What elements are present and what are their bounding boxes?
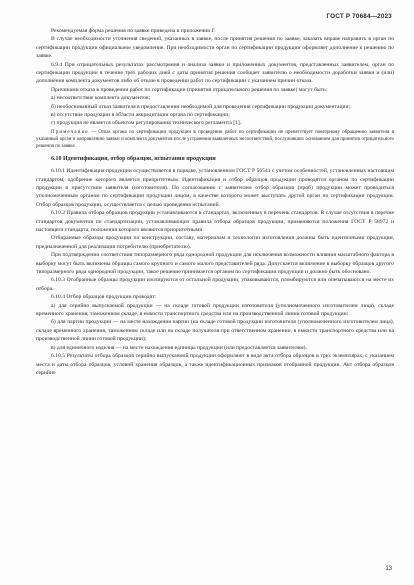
note-label: Примечание [51,129,89,135]
page-content [36,27,394,377]
paragraph: Рекомендуемая форма решения по заявке приведена в приложении Г. [51,28,216,34]
paragraph: В случае необходимости уточнения сведений, указанных в заявке, после принятия решения по заявке, заказать вправе направить в орган по сертификации продукции официальное уведомление. При необходимости орган по сертификации продукции оформляет дополнение к решению по заявке. [36,36,394,60]
paragraph: 6.9.4 При отрицательных результатах рассмотрения и анализа заявки и приложенных документов, представленных заявителем, орган по сертификации продукции в течение трех рабочих дней с даты принятия решения сообщает заявителю о необходимости доработки заявки и (или) дополнения комплекта документов либо об отказе в проведении работ по сертификации с указанием причин отказа. [36,61,394,85]
list-item: б) необоснованный отказ заявителя в предоставлении необходимой для проведения сертификации продукции документации; [51,103,351,110]
list-item: г) продукция не является объектом регулирования технического регламента [1]. [51,120,242,127]
list-item: а) несоответствие комплекта документов; [51,95,151,102]
paragraph: При подтверждении соответствия типоразмерного ряда однородной продукции для исключения возможности влияния масштабного фактора в выборку могут быть включены образцы самого крупного и самого малого представителей ряда. Допускается включение в выборку образцов другого типоразмерного ряда однородной продукции, такое решение принимается органом по сертификации продукции и должно быть обосновано. [36,252,394,276]
list-item: а) для серийно выпускаемой продукции — на складе готовой продукции изготовителя (уполномоченного изготовителем лица), складе временного хранения, таможенном складе, в емкости транспортного средства или на производственной линии готовой продукции; [36,302,394,318]
list-item: в) отсутствие продукции в области аккредитации органа по сертификации; [51,112,230,119]
list-item: б) для партии продукции — на месте нахождения партии (на складе готовой продукции изготовителя (уполномоченного изготовителем лица), складе временного хранения, таможенном складе или на складе получателя при ответственном хранении, в емкости транспортного средства или на производственной линии готовой продукции); [36,319,394,343]
paragraph: 6.10.3 Отобранные образцы продукции изолируются от остальной продукции, упаковываются, пломбируются или опечатываются на месте их отбора. [36,277,394,292]
page-number: 13 [385,566,392,572]
paragraph: 6.10.4 Отбор образцов продукции проводят: [51,294,157,301]
paragraph: 6.10.5 Результаты отбора образцов серийно выпускаемой продукции оформляют в виде акта отбора образцов в трех экземплярах, с указанием места и даты отбора образцов, условий хранения образцов, а также идентификационных признаков отобранной продукции. Акт отбора образцов серийно [36,353,394,376]
paragraph: Причинами отказа в проведении работ по сертификации (принятия отрицательного решения по заявке) могут быть: [51,86,328,93]
paragraph: 6.10.1 Идентификация продукции осуществляется в порядке, установленном ГОСТ Р 56541 с учетом особенностей, установленных настоящим стандартом, одобрение которого является приоритетным. Идентификация и отбор образцов продукции проводятся органом по сертификации продукции в присутствии заявителя (изготовителя). По согласованию с заявителем отбор образцов (проб) продукции может проводиться уполномоченным органом по сертификации продукции лицом, в качестве которого может выступать другой орган по сертификации продукции. Отбор образцов продукции, осуществляется с целью проведения испытаний. [36,168,394,208]
section-heading: 6.10 Идентификация, отбор образцов, испытания продукции [51,156,216,163]
list-item: в) для единичного изделия — на месте нахождения единицы продукции (или предоставляется заявителем). [51,344,307,351]
note [36,129,394,150]
paragraph: 6.10.2 Правила отбора образцов продукции устанавливаются в стандартах, включенных в перечень стандартов. В случае отсутствия в перечне стандартов документов по стандартизации, устанавливающих правила отбора образцов продукции, применяются положения ГОСТ Р 58972 и настоящего стандарта, положения которого являются приоритетными. [36,210,394,233]
paragraph: Отбираемые образцы продукции по конструкции, составу, материалам и технологии изготовления должны быть идентичными продукции, предназначенной для реализации потребителю (приобретателю). [36,235,394,250]
standard-number: ГОСТ Р 70684—2023 [326,13,392,20]
note-text: — Отказ органа по сертификации продукции в проведении работ по сертификации не препятствует повторному обращению заявителя в указанный орган и направлению заявки и комплекта документов после устранения выявленных несоответствий, послуживших основанием для принятия отрицательного решения по заявке. [36,129,394,150]
